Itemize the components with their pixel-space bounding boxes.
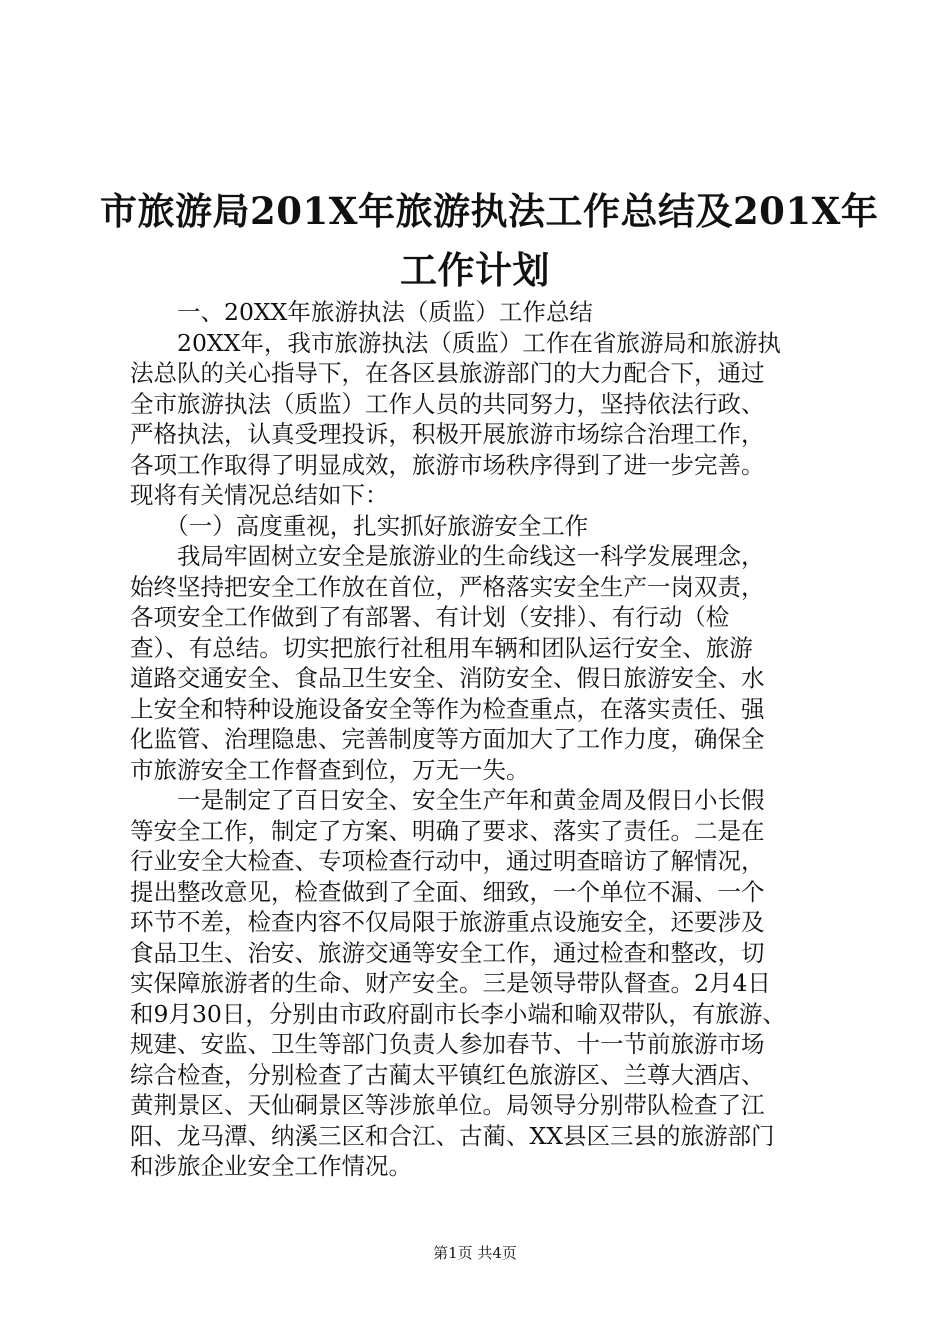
body-text-line: 一、20XX年旅游执法（质监）工作总结: [130, 298, 593, 326]
title-line: 工作计划: [400, 248, 550, 292]
body-text-line: 化监管、治理隐患、完善制度等方面加大了工作力度，确保全: [130, 725, 765, 753]
body-text-line: 法总队的关心指导下，在各区县旅游部门的大力配合下，通过: [130, 359, 765, 387]
body-text-line: 始终坚持把安全工作放在首位，严格落实安全生产一岗双责，: [130, 572, 765, 601]
body-text-line: 20XX年，我市旅游执法（质监）工作在省旅游局和旅游执: [130, 328, 781, 357]
body-text-line: 现将有关情况总结如下：: [130, 481, 389, 509]
body-text-line: 等安全工作，制定了方案、明确了要求、落实了责任。二是在: [130, 816, 765, 845]
body-text-line: 和9月30日，分别由市政府副市长李小端和喻双带队，有旅游、: [130, 999, 786, 1028]
body-text-line: 黄荆景区、天仙硐景区等涉旅单位。局领导分别带队检查了江: [130, 1091, 765, 1119]
body-text-line: 实保障旅游者的生命、财产安全。三是领导带队督查。2月4日: [130, 969, 771, 997]
body-text-line: 严格执法，认真受理投诉，积极开展旅游市场综合治理工作，: [130, 420, 765, 448]
body-text-line: 道路交通安全、食品卫生安全、消防安全、假日旅游安全、水: [130, 664, 765, 692]
body-text-line: （一）高度重视，扎实抓好旅游安全工作: [130, 511, 589, 540]
body-text-line: 规建、安监、卫生等部门负责人参加春节、十一节前旅游市场: [130, 1030, 765, 1058]
body-text-line: 各项工作取得了明显成效，旅游市场秩序得到了进一步完善。: [130, 450, 765, 479]
body-text-line: 全市旅游执法（质监）工作人员的共同努力，坚持依法行政、: [130, 389, 765, 418]
document-title: [100, 182, 879, 300]
body-text-line: 查）、有总结。切实把旅行社租用车辆和团队运行安全、旅游: [130, 633, 753, 662]
body-text-line: 综合检查，分别检查了古蔺太平镇红色旅游区、兰尊大酒店、: [130, 1060, 765, 1089]
page-footer: 第1页 共4页: [433, 1244, 517, 1262]
body-text-line: 上安全和特种设施设备安全等作为检查重点，在落实责任、强: [130, 694, 765, 723]
body-text-line: 提出整改意见，检查做到了全面、细致，一个单位不漏、一个: [130, 877, 765, 906]
body-text-line: 和涉旅企业安全工作情况。: [130, 1152, 412, 1180]
body-text-line: 行业安全大检查、专项检查行动中，通过明查暗访了解情况，: [130, 847, 765, 875]
document-body: [130, 297, 830, 1182]
body-text-line: 环节不差，检查内容不仅局限于旅游重点设施安全，还要涉及: [130, 908, 765, 936]
body-text-line: 一是制定了百日安全、安全生产年和黄金周及假日小长假: [130, 786, 765, 814]
title-line: 市旅游局201X年旅游执法工作总结及201X年: [100, 189, 879, 233]
body-text-line: 阳、龙马潭、纳溪三区和合江、古蔺、XX县区三县的旅游部门: [130, 1121, 775, 1150]
body-text-line: 市旅游安全工作督查到位，万无一失。: [130, 755, 530, 784]
body-text-line: 各项安全工作做到了有部署、有计划（安排）、有行动（检: [130, 603, 730, 631]
body-text-line: 食品卫生、治安、旅游交通等安全工作，通过检查和整改，切: [130, 938, 765, 967]
body-text-line: 我局牢固树立安全是旅游业的生命线这一科学发展理念，: [130, 542, 765, 570]
